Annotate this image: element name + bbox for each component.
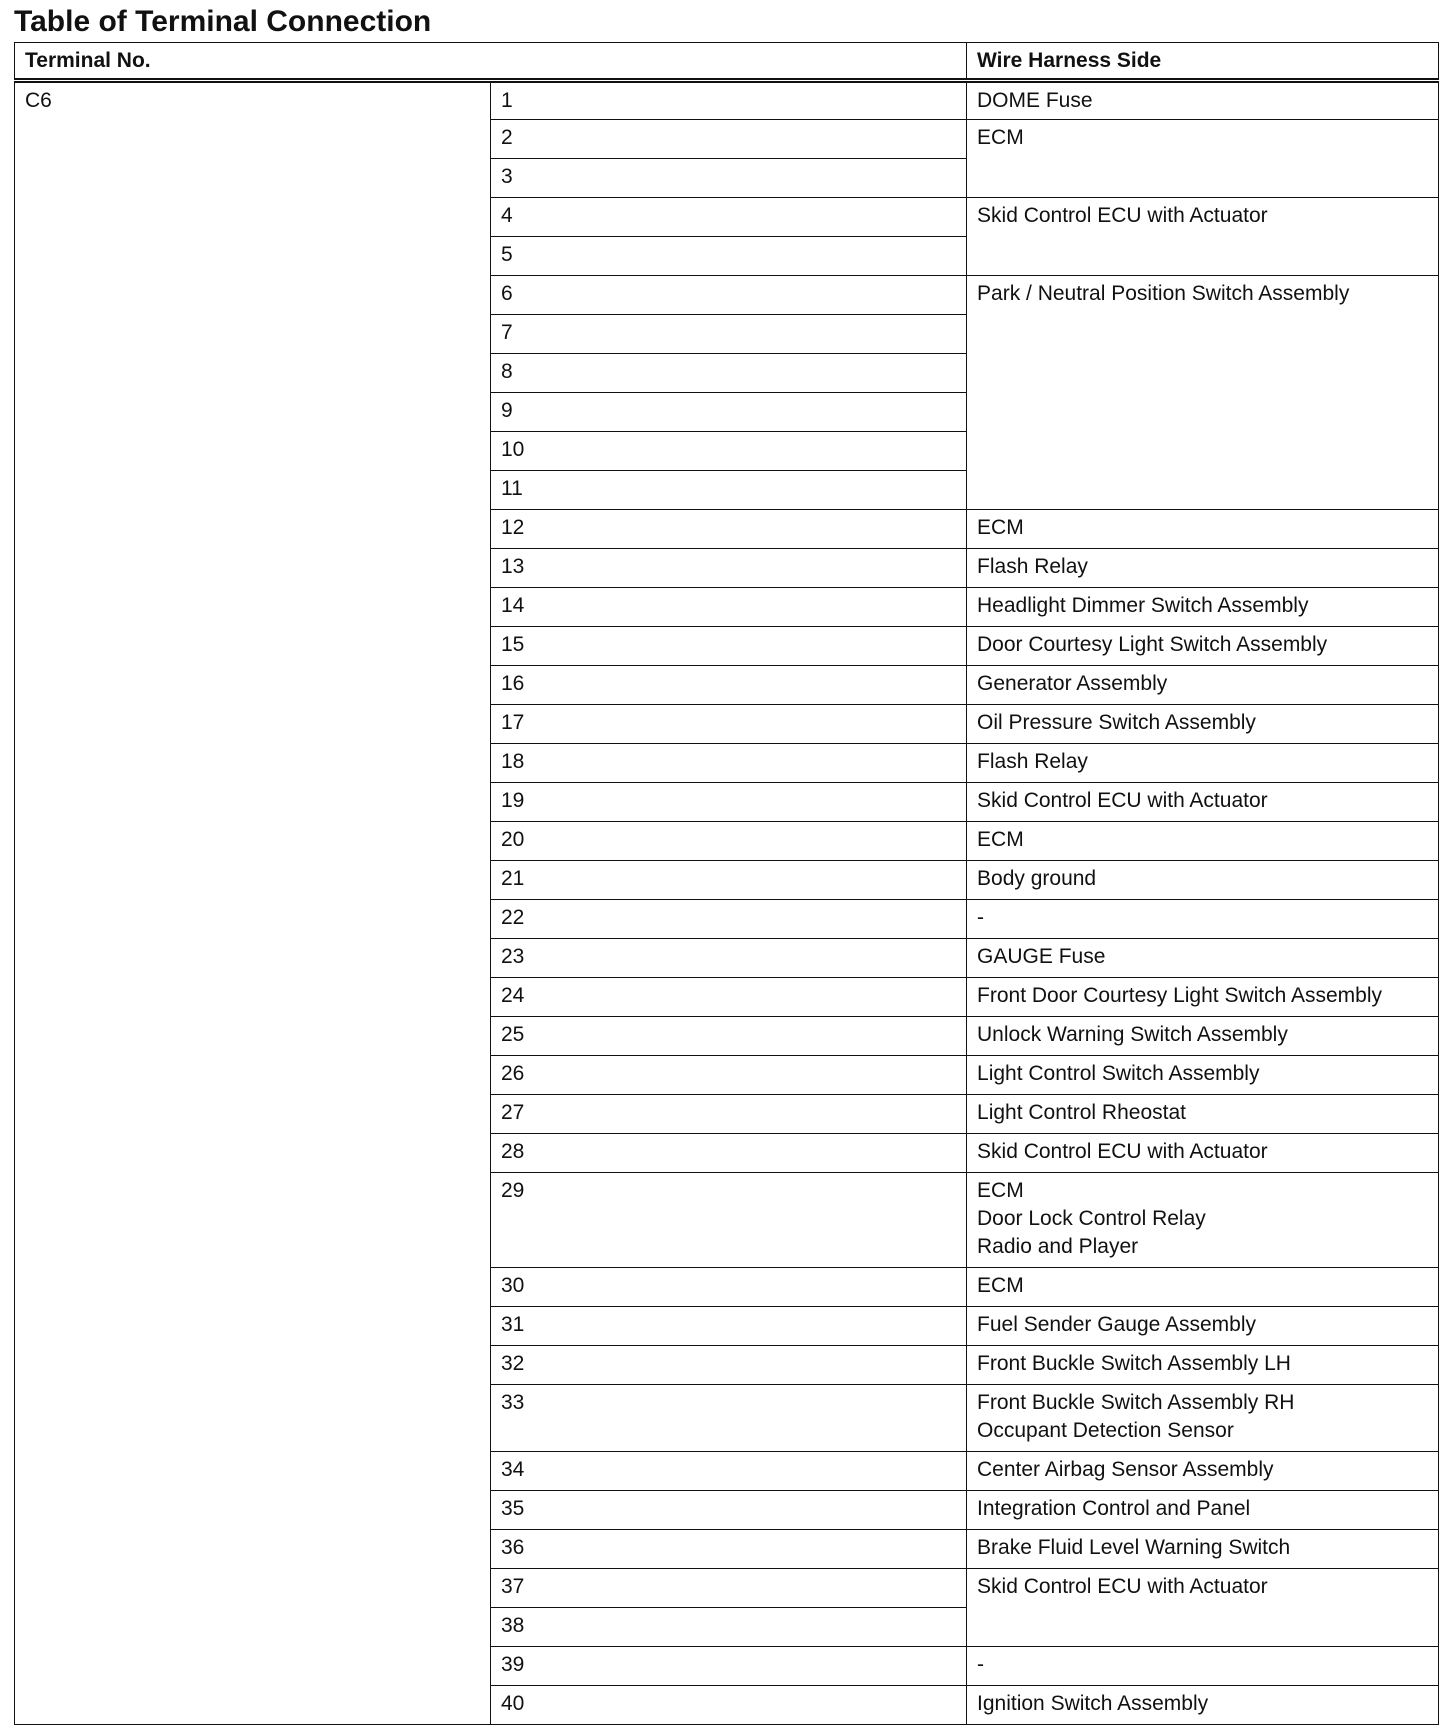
wire-harness-side-cell — [967, 1268, 1439, 1307]
connector-id: C6 — [15, 81, 491, 1725]
terminal-pin: 20 — [491, 822, 967, 861]
terminal-pin: 19 — [491, 783, 967, 822]
wire-harness-side-cell — [967, 1530, 1439, 1569]
connected-part: - — [977, 1653, 985, 1676]
connected-part: Door Lock Control Relay — [977, 1207, 1206, 1230]
wire-harness-side-cell — [967, 1307, 1439, 1346]
terminal-pin: 26 — [491, 1056, 967, 1095]
wire-harness-side-cell — [967, 861, 1439, 900]
table-header-row — [15, 43, 1439, 81]
terminal-pin: 6 — [491, 276, 967, 315]
wire-harness-side-cell — [967, 900, 1439, 939]
wire-harness-side-cell — [967, 588, 1439, 627]
terminal-pin: 37 — [491, 1569, 967, 1608]
connected-part: Generator Assembly — [977, 672, 1168, 695]
wire-harness-side-cell — [967, 783, 1439, 822]
terminal-pin: 17 — [491, 705, 967, 744]
terminal-pin: 24 — [491, 978, 967, 1017]
connected-part: Light Control Rheostat — [977, 1101, 1186, 1124]
wire-harness-side-cell — [967, 666, 1439, 705]
terminal-pin: 18 — [491, 744, 967, 783]
connected-part: Body ground — [977, 867, 1097, 890]
connected-part: Flash Relay — [977, 750, 1088, 773]
connected-part: ECM — [977, 1179, 1024, 1202]
wire-harness-side-cell — [967, 1452, 1439, 1491]
terminal-pin: 10 — [491, 432, 967, 471]
connected-part: Flash Relay — [977, 555, 1088, 578]
terminal-pin: 38 — [491, 1608, 967, 1647]
connected-part: Radio and Player — [977, 1235, 1139, 1258]
connected-part: DOME Fuse — [977, 89, 1093, 112]
terminal-pin: 11 — [491, 471, 967, 510]
wire-harness-side-cell — [967, 1491, 1439, 1530]
wire-harness-side-cell — [967, 1346, 1439, 1385]
wire-harness-side-cell — [967, 81, 1439, 120]
wire-harness-side-cell — [967, 549, 1439, 588]
connected-part: Fuel Sender Gauge Assembly — [977, 1313, 1257, 1336]
connected-part: Occupant Detection Sensor — [977, 1419, 1234, 1442]
terminal-pin: 25 — [491, 1017, 967, 1056]
header-wire-harness-side: Wire Harness Side — [967, 43, 1439, 81]
wire-harness-side-cell — [967, 1569, 1439, 1647]
header-terminal-no: Terminal No. — [15, 43, 967, 81]
connected-part: Oil Pressure Switch Assembly — [977, 711, 1256, 734]
connected-part: ECM — [977, 126, 1024, 149]
wire-harness-side-cell — [967, 1056, 1439, 1095]
terminal-pin: 29 — [491, 1173, 967, 1268]
wire-harness-side-cell — [967, 627, 1439, 666]
terminal-pin: 15 — [491, 627, 967, 666]
connected-part: Skid Control ECU with Actuator — [977, 1140, 1268, 1163]
terminal-pin: 7 — [491, 315, 967, 354]
connected-part: Ignition Switch Assembly — [977, 1692, 1209, 1715]
wire-harness-side-cell — [967, 1134, 1439, 1173]
wire-harness-side-cell — [967, 1095, 1439, 1134]
connected-part: Integration Control and Panel — [977, 1497, 1251, 1520]
terminal-pin: 39 — [491, 1647, 967, 1686]
wire-harness-side-cell — [967, 1647, 1439, 1686]
connected-part: GAUGE Fuse — [977, 945, 1106, 968]
connected-part: - — [977, 906, 985, 929]
terminal-pin: 23 — [491, 939, 967, 978]
terminal-pin: 2 — [491, 120, 967, 159]
wire-harness-side-cell — [967, 1173, 1439, 1268]
terminal-pin: 36 — [491, 1530, 967, 1569]
connected-part: ECM — [977, 516, 1024, 539]
connected-part: Skid Control ECU with Actuator — [977, 1575, 1268, 1598]
connected-part: ECM — [977, 1274, 1024, 1297]
terminal-pin: 22 — [491, 900, 967, 939]
terminal-pin: 28 — [491, 1134, 967, 1173]
terminal-pin: 5 — [491, 237, 967, 276]
terminal-pin: 3 — [491, 159, 967, 198]
terminal-pin: 34 — [491, 1452, 967, 1491]
terminal-pin: 12 — [491, 510, 967, 549]
terminal-pin: 13 — [491, 549, 967, 588]
terminal-pin: 4 — [491, 198, 967, 237]
wire-harness-side-cell — [967, 198, 1439, 276]
wire-harness-side-cell — [967, 705, 1439, 744]
terminal-pin: 21 — [491, 861, 967, 900]
terminal-pin: 40 — [491, 1686, 967, 1725]
wire-harness-side-cell — [967, 510, 1439, 549]
table-body — [15, 81, 1439, 1725]
connected-part: Door Courtesy Light Switch Assembly — [977, 633, 1328, 656]
terminal-pin: 30 — [491, 1268, 967, 1307]
wire-harness-side-cell — [967, 276, 1439, 510]
connected-part: Unlock Warning Switch Assembly — [977, 1023, 1288, 1046]
connected-part: Headlight Dimmer Switch Assembly — [977, 594, 1309, 617]
wire-harness-side-cell — [967, 1017, 1439, 1056]
connected-part: ECM — [977, 828, 1024, 851]
wire-harness-side-cell — [967, 744, 1439, 783]
connected-part: Skid Control ECU with Actuator — [977, 204, 1268, 227]
connected-part: Front Buckle Switch Assembly RH — [977, 1391, 1295, 1414]
connected-part: Front Door Courtesy Light Switch Assembly — [977, 984, 1383, 1007]
table-row — [15, 81, 1439, 120]
terminal-connection-table — [14, 42, 1439, 1725]
wire-harness-side-cell — [967, 939, 1439, 978]
terminal-pin: 8 — [491, 354, 967, 393]
connected-part: Light Control Switch Assembly — [977, 1062, 1260, 1085]
connected-part: Skid Control ECU with Actuator — [977, 789, 1268, 812]
terminal-pin: 27 — [491, 1095, 967, 1134]
terminal-pin: 16 — [491, 666, 967, 705]
terminal-pin: 14 — [491, 588, 967, 627]
wire-harness-side-cell — [967, 978, 1439, 1017]
connected-part: Center Airbag Sensor Assembly — [977, 1458, 1274, 1481]
connected-part: Front Buckle Switch Assembly LH — [977, 1352, 1291, 1375]
wire-harness-side-cell — [967, 1686, 1439, 1725]
wire-harness-side-cell — [967, 822, 1439, 861]
wire-harness-side-cell — [967, 120, 1439, 198]
connected-part: Park / Neutral Position Switch Assembly — [977, 282, 1350, 305]
terminal-pin: 35 — [491, 1491, 967, 1530]
terminal-pin: 1 — [491, 81, 967, 120]
page-title: Table of Terminal Connection — [14, 5, 432, 38]
connected-part: Brake Fluid Level Warning Switch — [977, 1536, 1291, 1559]
terminal-pin: 33 — [491, 1385, 967, 1452]
wire-harness-side-cell — [967, 1385, 1439, 1452]
terminal-pin: 31 — [491, 1307, 967, 1346]
terminal-pin: 32 — [491, 1346, 967, 1385]
terminal-pin: 9 — [491, 393, 967, 432]
